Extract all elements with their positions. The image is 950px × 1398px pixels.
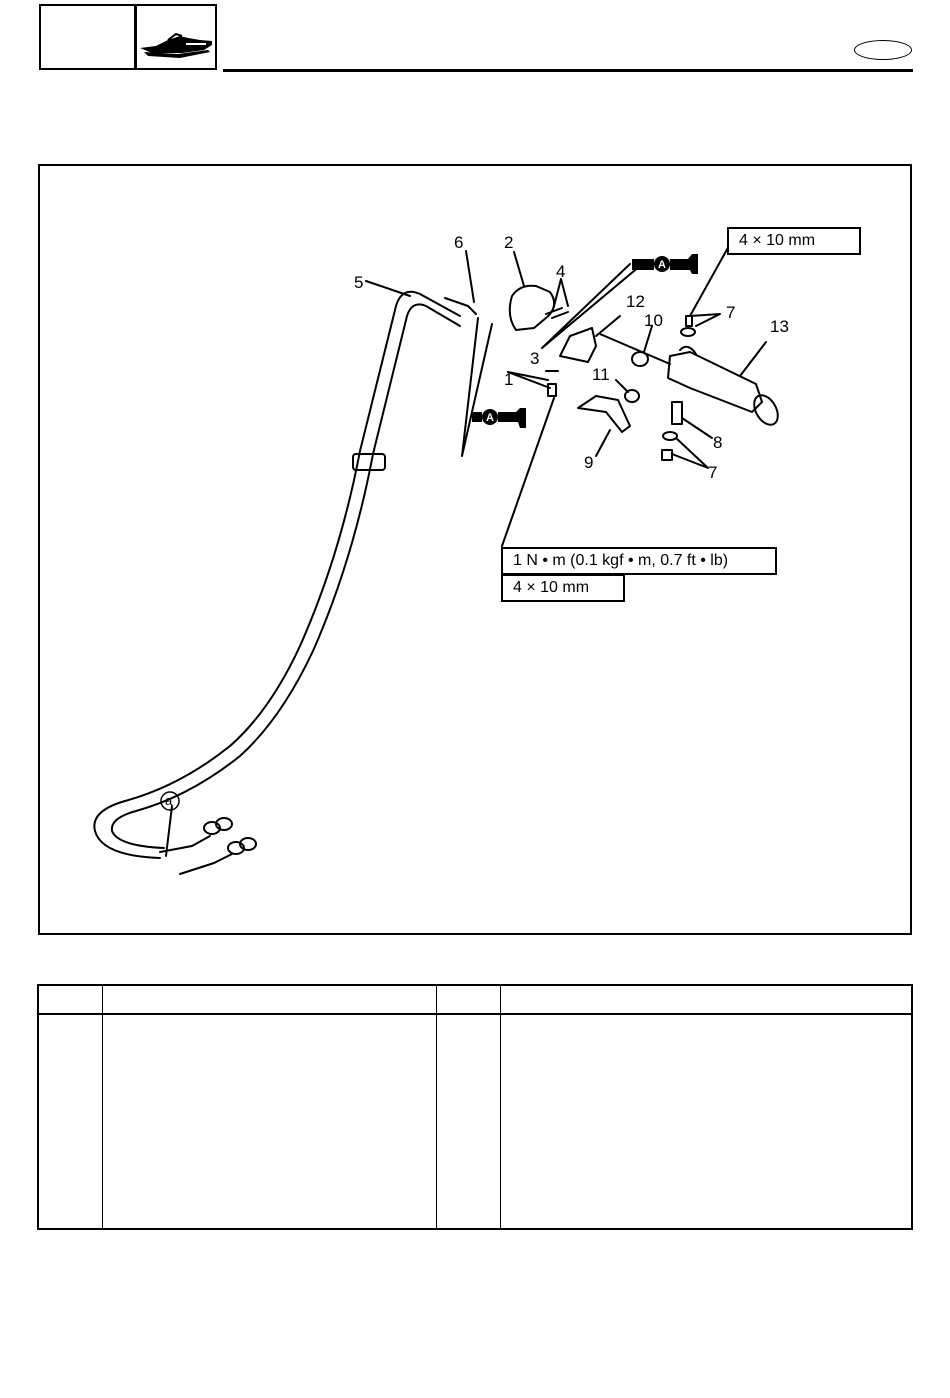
exploded-diagram-frame: [38, 164, 912, 935]
leader-1: [508, 372, 550, 388]
callout-7-bottom: 7: [708, 463, 718, 482]
spacer: [672, 402, 682, 424]
table-col-divider-1: [102, 986, 103, 1228]
callout-7-top: 7: [726, 303, 736, 322]
leader-lube-lower: [462, 318, 492, 456]
leader-2: [514, 252, 524, 286]
throttle-housing-upper: [510, 286, 554, 330]
bracket: [560, 328, 596, 362]
lubricant-symbol-lower: [472, 408, 526, 428]
throttle-cable-outer: [94, 292, 460, 858]
screw-upper: [548, 384, 556, 396]
spec-bolt-top: 4 × 10 mm: [727, 227, 861, 255]
leader-7-bottom: [672, 438, 708, 468]
leader-12: [596, 316, 620, 336]
cable-fitting: [445, 298, 476, 314]
callout-a: a: [165, 793, 173, 808]
lubricant-symbol-upper: [632, 254, 698, 274]
cable-end-b: [180, 854, 232, 874]
callout-3: 3: [530, 349, 540, 368]
callout-1: 1: [504, 370, 514, 389]
callout-13: 13: [770, 317, 789, 336]
leader-13: [740, 342, 766, 376]
housing-screws: [546, 308, 568, 318]
watercraft-icon: [138, 14, 214, 64]
leader-6: [466, 251, 474, 302]
table-col-divider-2: [436, 986, 437, 1228]
leader-a: [166, 806, 172, 856]
callout-6: 6: [454, 233, 464, 252]
bolt-top: [686, 316, 692, 326]
exploded-diagram: [40, 166, 909, 932]
throttle-lever: [578, 396, 630, 432]
callout-8: 8: [713, 433, 723, 452]
bolt-top-washer: [681, 328, 695, 336]
language-oval: [854, 40, 912, 60]
callout-9: 9: [584, 453, 594, 472]
table-header-rule: [39, 1013, 911, 1015]
header-box: [39, 4, 217, 70]
spec-bolt-bottom: 4 × 10 mm: [501, 574, 625, 602]
bolt-bottom: [662, 450, 672, 460]
header-rule: [223, 69, 913, 72]
leader-11: [616, 380, 628, 392]
callout-4: 4: [556, 262, 566, 281]
callout-5: 5: [354, 273, 364, 292]
leader-9: [596, 430, 610, 456]
callout-10: 10: [644, 311, 663, 330]
grip-end: [749, 391, 782, 429]
bolt-bottom-washer: [663, 432, 677, 440]
callout-2: 2: [504, 233, 514, 252]
leader-7-top: [690, 314, 720, 326]
leader-4: [554, 279, 568, 306]
svg-text:A: A: [658, 259, 666, 271]
lever-shaft: [600, 334, 670, 364]
parts-table: [37, 984, 913, 1230]
leader-8: [682, 418, 712, 438]
table-col-divider-3: [500, 986, 501, 1228]
leader-5: [366, 281, 410, 296]
spec-torque: 1 N • m (0.1 kgf • m, 0.7 ft • lb): [501, 547, 777, 575]
header-divider: [134, 6, 137, 68]
callout-11: 11: [592, 365, 610, 384]
throttle-cable-inner: [112, 304, 460, 848]
callout-12: 12: [626, 292, 645, 311]
svg-text:A: A: [486, 412, 494, 424]
